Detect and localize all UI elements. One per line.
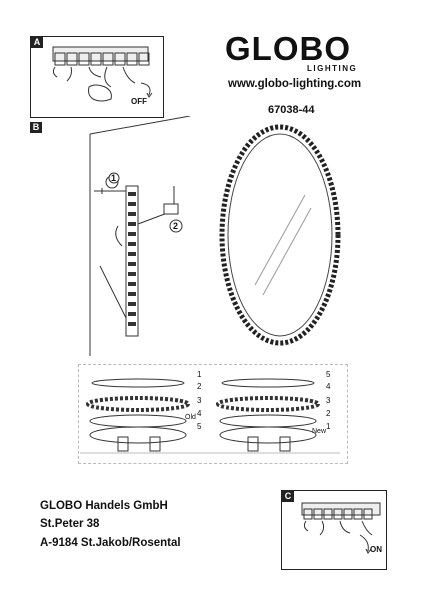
assembly-right [210, 365, 340, 461]
new-label: New [312, 428, 327, 435]
switch-off-label: OFF [131, 97, 147, 106]
screwdriver-icon [164, 186, 178, 214]
switch-arrow-icon [360, 535, 368, 551]
switch-arrow-icon [141, 83, 150, 95]
step-label: 2 [197, 382, 202, 391]
panel-c [281, 490, 387, 570]
company-name: GLOBO Handels GmbH [40, 500, 168, 512]
hand-icon [89, 85, 112, 101]
article-number: 67038-44 [268, 104, 315, 116]
step-label: 2 [326, 409, 331, 418]
step-label: 5 [326, 370, 331, 379]
oval-mirror [215, 120, 345, 350]
brand-logo: GLOBO [225, 30, 351, 67]
terminal-block-icon [282, 491, 386, 569]
brand-subtitle: LIGHTING [307, 64, 358, 73]
city-address: A-9184 St.Jakob/Rosental [40, 537, 181, 549]
step-label: 4 [197, 409, 202, 418]
step-label: 3 [326, 396, 331, 405]
street-address: St.Peter 38 [40, 518, 100, 530]
panel-a-tag: A [31, 37, 43, 48]
callout-2: 2 [173, 221, 179, 231]
step-label: 4 [326, 382, 331, 391]
old-label: Old [185, 414, 196, 421]
callout-1: 1 [111, 173, 117, 183]
step-label: 1 [326, 422, 331, 431]
assembly-left [80, 365, 210, 461]
step-label: 3 [197, 396, 202, 405]
panel-a [30, 36, 164, 118]
website-url: www.globo-lighting.com [228, 78, 362, 90]
step-label: 5 [197, 422, 202, 431]
switch-on-label: ON [370, 545, 382, 554]
step-label: 1 [197, 370, 202, 379]
panel-c-tag: C [282, 491, 294, 502]
panel-b-tag: B [30, 122, 42, 133]
